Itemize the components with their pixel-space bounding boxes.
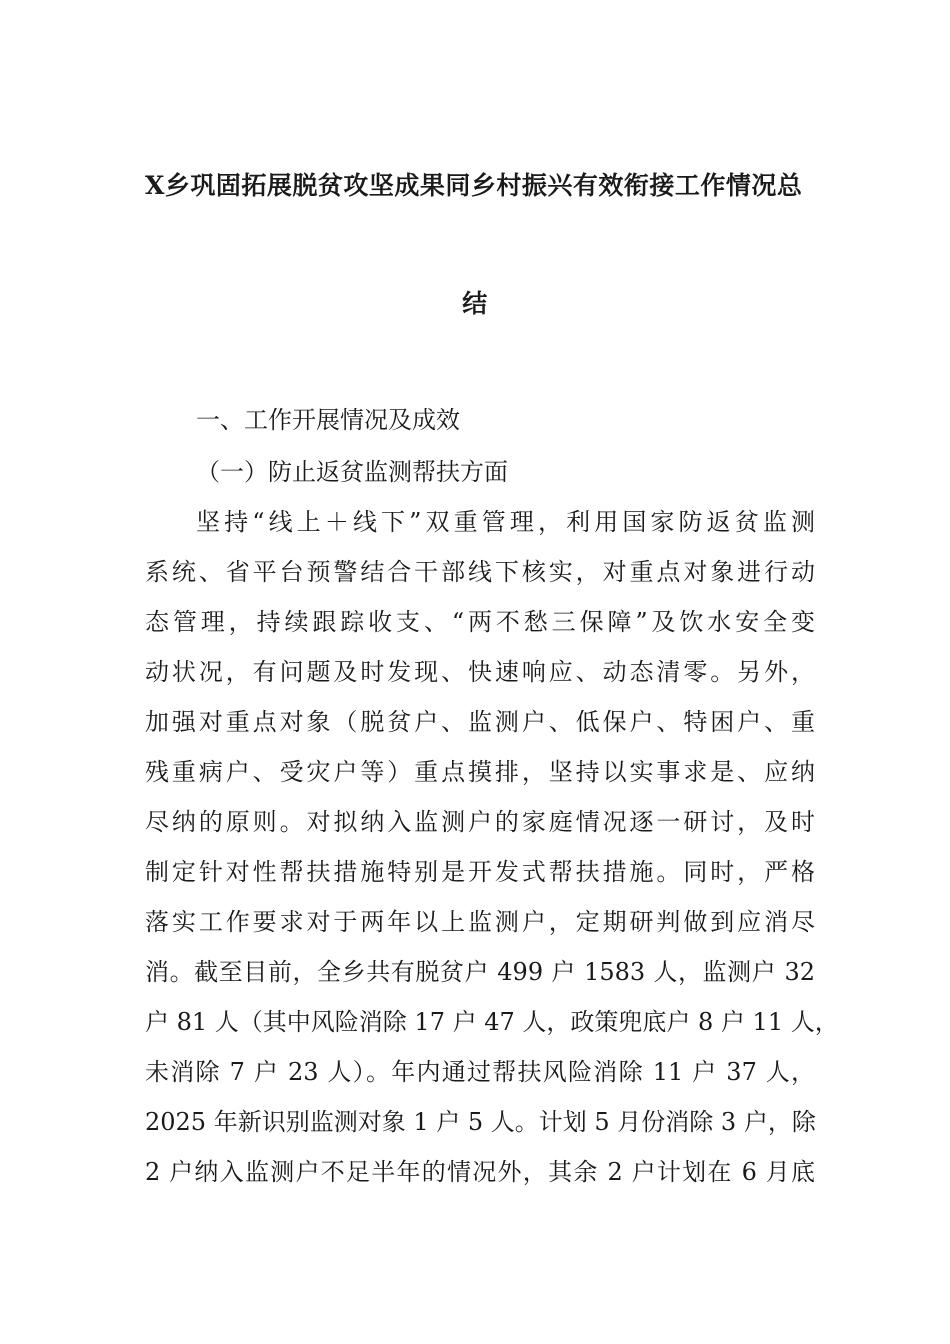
paragraph-line: 态管理，持续跟踪收支、“两不愁三保障”及饮水安全变 [145,608,815,636]
paragraph-line: 2 户纳入监测户不足半年的情况外，其余 2 户计划在 6 月底 [145,1158,815,1186]
paragraph-line: 落实工作要求对于两年以上监测户，定期研判做到应消尽 [145,908,815,936]
paragraph-line: 残重病户、受灾户等）重点摸排，坚持以实事求是、应纳 [145,758,815,786]
paragraph-line: 2025 年新识别监测对象 1 户 5 人。计划 5 月份消除 3 户，除 [145,1108,816,1136]
paragraph-line: 加强对重点对象（脱贫户、监测户、低保户、特困户、重 [145,708,815,736]
paragraph-line: 动状况，有问题及时发现、快速响应、动态清零。另外， [145,658,815,686]
document-title-line-2: 结 [462,289,488,318]
subsection-heading: （一）防止返贫监测帮扶方面 [196,458,508,486]
document-title-line-1: X乡巩固拓展脱贫攻坚成果同乡村振兴有效衔接工作情况总 [145,171,803,200]
paragraph-line: 户 81 人（其中风险消除 17 户 47 人，政策兜底户 8 户 11 人， [145,1008,839,1036]
paragraph-line: 尽纳的原则。对拟纳入监测户的家庭情况逐一研讨，及时 [145,808,815,836]
paragraph-line: 坚持“线上＋线下”双重管理，利用国家防返贫监测 [196,508,815,536]
paragraph-line: 系统、省平台预警结合干部线下核实，对重点对象进行动 [145,558,815,586]
paragraph-line: 制定针对性帮扶措施特别是开发式帮扶措施。同时，严格 [145,858,815,886]
section-heading: 一、工作开展情况及成效 [196,406,460,434]
paragraph-line: 未消除 7 户 23 人）。年内通过帮扶风险消除 11 户 37 人， [145,1058,815,1086]
paragraph-line: 消。截至目前，全乡共有脱贫户 499 户 1583 人，监测户 32 [145,958,815,986]
